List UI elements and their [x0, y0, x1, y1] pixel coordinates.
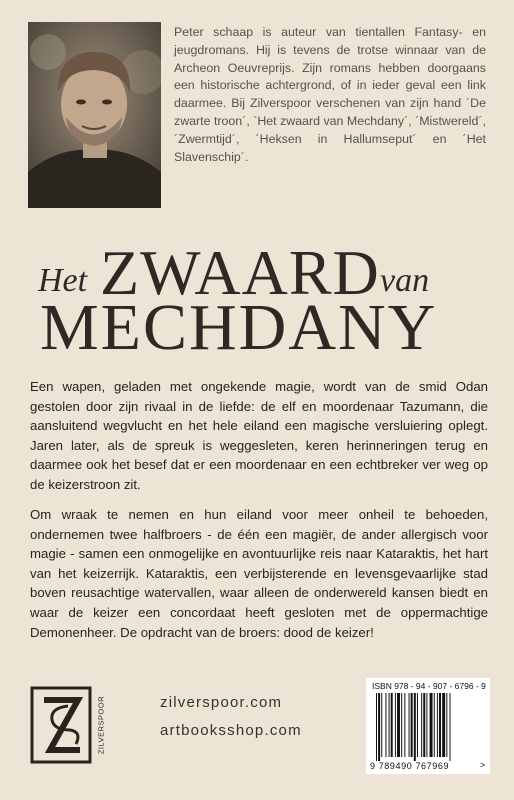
isbn-barcode	[366, 678, 490, 774]
barcode-bar	[391, 693, 393, 757]
barcode-bar	[409, 693, 410, 757]
barcode-number: 9 789490 767969	[370, 761, 450, 771]
barcode-bar	[414, 693, 416, 761]
barcode-bar	[442, 693, 445, 757]
book-title	[0, 228, 514, 364]
barcode-bar	[426, 693, 427, 757]
isbn-label: ISBN 978 - 94 - 907 - 6796 - 9	[372, 681, 486, 691]
barcode-bar	[437, 693, 438, 757]
barcode-bar	[376, 693, 377, 761]
blurb-paragraph: Om wraak te nemen en hun eiland voor meer onheil te behoeden, ondernemen twee halfbroers - de één een magiër, de ander allergisch voor magie - samen een onmogelijke en avontuurlijke reis naar Kataraktis, het hart van het keizerrijk. Kataraktis, een verbijsterende en levensgevaarlijke stad boven reusachtige watervallen, waar alleen de onderwereld kansen biedt en waar de keizer een concordaat heeft gesloten met de oppermachtige Demonenheer. De opdracht van de broers: dood de keizer!	[30, 507, 488, 640]
barcode-bar	[378, 693, 380, 761]
barcode-bar	[430, 693, 433, 757]
barcode-bar	[404, 693, 405, 757]
barcode-bar	[439, 693, 441, 757]
barcode-bars	[366, 678, 490, 774]
link-artbooksshop[interactable]: artbooksshop.com	[160, 722, 302, 739]
barcode-bar	[446, 693, 447, 757]
title-mechdany: MECHDANY	[40, 291, 438, 364]
author-photo	[28, 22, 161, 208]
publisher-name-text: ZILVERSPOOR	[96, 695, 106, 755]
title-van: van	[380, 262, 430, 299]
title-het: Het	[38, 262, 88, 299]
barcode-bar	[389, 693, 390, 757]
barcode-bar	[421, 693, 422, 757]
barcode-bar	[401, 693, 402, 757]
barcode-bar	[385, 693, 386, 757]
author-bio: Peter schaap is auteur van tientallen Fantasy- en jeugdromans. Hij is tevens de trotse winnaar van de Archeon Oeuvreprijs. Zijn romans hebben doorgaans een historische achtergrond, of in ieder geval een link daarmee. Bij Zilverspoor verschenen van zijn hand ´De zwarte troon´, `Het zwaard van Mechdany´, ´Mistwereld´, ´Zwermtijd´, ´Heksen in Hallumseput´ en ´Het Slavenschip´.	[174, 25, 486, 164]
zilverspoor-z-logo-icon	[30, 686, 92, 764]
barcode-bar	[411, 693, 413, 757]
barcode-bar	[381, 693, 382, 757]
barcode-bar	[434, 693, 435, 757]
barcode-bar	[397, 693, 400, 757]
barcode-bar	[423, 693, 425, 757]
barcode-bar	[450, 693, 451, 761]
barcode-bar	[395, 693, 396, 757]
barcode-arrow: >	[480, 760, 486, 770]
blurb-paragraph: Een wapen, geladen met ongekende magie, wordt van de smid Odan gestolen door zijn rivaal in de liefde: de elf en moordenaar Tazumann, die aansluitend wegvlucht en het hele eiland een magische versluiering oplegt. Jaren later, als de spreuk is weggesleten, keren herinneringen terug en daarmee ook het besef dat er een moordenaar en een echtbreker ver weg op de keizerstroon zit.	[30, 379, 488, 492]
barcode-bar	[417, 693, 418, 757]
title-zwaard: ZWAARD	[100, 237, 380, 308]
link-zilverspoor[interactable]: zilverspoor.com	[160, 694, 283, 711]
publisher-name	[94, 686, 108, 764]
